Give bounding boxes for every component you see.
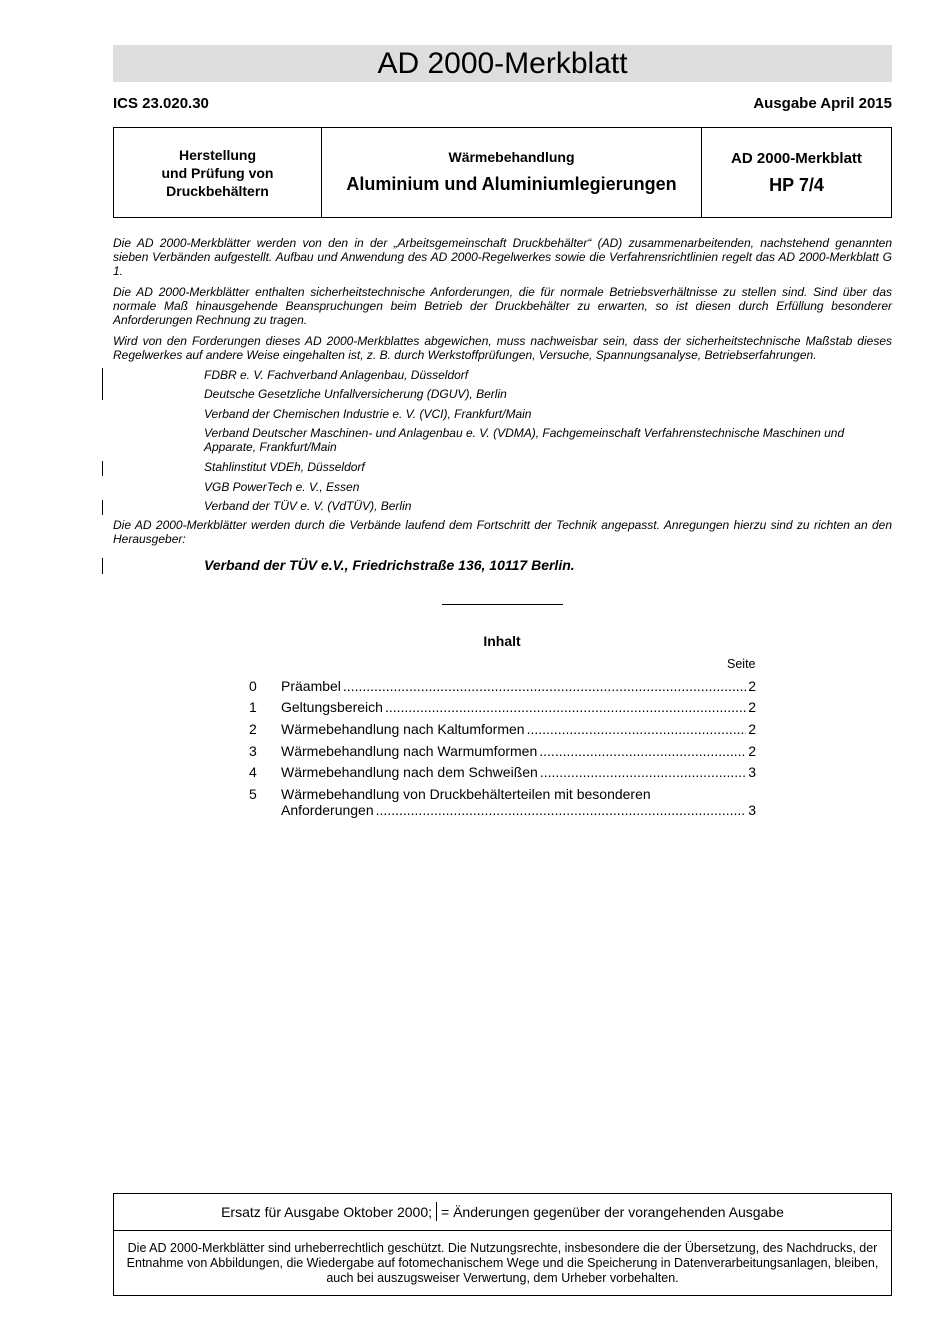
toc-number: 0 [249,678,257,694]
toc-label: Wärmebehandlung nach dem Schweißen [281,764,538,780]
footer-box [113,1193,892,1296]
toc-leader [540,764,746,780]
toc-label-line-2: Anforderungen [281,802,374,818]
category-line-1: Herstellung [178,146,256,163]
intro-paragraph-3: Wird von den Forderungen dieses AD 2000-Merkblattes abgewichen, muss nachweisbar sein, dass der sicherheitstechnische Maßstab dieses Regelwerkes auf andere Weise eingehalten ist, z. B. durch Werkstoffprüfungen, Versuche, Spannungsanalyse, Betriebserfahrungen. [113,334,892,362]
ics-code: ICS 23.020.30 [113,95,209,112]
toc-number: 1 [249,699,257,715]
edition-date: Ausgabe April 2015 [753,95,892,112]
toc-leader [385,699,746,715]
subject-title: Aluminium und Aluminiumlegierungen [346,174,677,194]
association-item: VGB PowerTech e. V., Essen [204,480,360,494]
toc-number: 5 [249,786,257,802]
toc-leader [527,721,747,737]
association-item: Stahlinstitut VDEh, Düsseldorf [204,460,365,474]
change-marker [102,368,103,400]
title-table [113,127,892,218]
toc-label: Wärmebehandlung nach Kaltumformen [281,721,525,737]
category-cell [114,128,322,217]
section-divider [442,604,563,605]
document-code: HP 7/4 [769,175,824,195]
toc-page-header: Seite [727,657,756,671]
publisher-address: Verband der TÜV e.V., Friedrichstraße 136, 10117 Berlin. [204,557,575,573]
change-marker [102,500,103,515]
change-marker [102,558,103,574]
association-item: Verband Deutscher Maschinen- und Anlagenbau e. V. (VDMA), Fachgemeinschaft Verfahrenstechnische Maschinen und Apparate, Frankfurt/Main [204,426,845,454]
toc-page: 3 [748,802,756,818]
topic-cell [322,128,702,217]
change-marker [102,461,103,476]
association-item: Deutsche Gesetzliche Unfallversicherung (DGUV), Berlin [204,387,507,401]
toc-leader [376,802,747,818]
toc-leader [343,678,746,694]
toc-label: Wärmebehandlung nach Warmumformen [281,743,538,759]
toc-number: 3 [249,743,257,759]
toc-page: 2 [748,678,756,694]
replacement-text: Ersatz für Ausgabe Oktober 2000; [221,1204,432,1220]
footer-replacement-note [114,1194,891,1231]
toc-page: 2 [748,721,756,737]
toc-leader [539,743,746,759]
toc-label-line-1: Wärmebehandlung von Druckbehälterteilen mit besonderen [281,786,651,802]
document-title: AD 2000-Merkblatt [113,45,892,82]
toc-page: 2 [748,743,756,759]
toc-page: 3 [748,764,756,780]
intro-paragraph-1: Die AD 2000-Merkblätter werden von den in der „Arbeitsgemeinschaft Druckbehälter“ (AD) zusammenarbeitenden, nachstehend genannten sieben Verbänden aufgestellt. Aufbau und Anwendung des AD 2000-Regelwerkes sowie die Verfahrensrichtlinien regelt das AD 2000-Merkblatt G 1. [113,236,892,278]
intro-paragraph-2: Die AD 2000-Merkblätter enthalten sicherheitstechnische Anforderungen, die für normale Betriebsverhältnisse zu stellen sind. Sind über das normale Maß hinausgehende Beanspruchungen beim Betrieb der Druckbehälter zu erwarten, so ist diesen durch Erfüllung besonderer Anforderungen Rechnung zu tragen. [113,285,892,327]
toc-number: 2 [249,721,257,737]
legend-text: = Änderungen gegenüber der vorangehenden Ausgabe [441,1204,784,1220]
series-label: AD 2000-Merkblatt [731,150,862,167]
toc-label: Geltungsbereich [281,699,383,715]
category-line-3: Druckbehältern [166,182,269,199]
association-item: FDBR e. V. Fachverband Anlagenbau, Düsseldorf [204,368,469,382]
change-marker-legend-icon [436,1202,437,1221]
toc-number: 4 [249,764,257,780]
toc-title: Inhalt [483,633,521,649]
toc-label: Präambel [281,678,341,694]
code-cell [702,128,891,217]
association-item: Verband der TÜV e. V. (VdTÜV), Berlin [204,499,412,513]
association-item: Verband der Chemischen Industrie e. V. (VCI), Frankfurt/Main [204,407,532,421]
category-line-2: und Prüfung von [161,164,274,181]
intro-paragraph-4: Die AD 2000-Merkblätter werden durch die Verbände laufend dem Fortschritt der Technik angepasst. Anregungen hierzu sind zu richten an den Herausgeber: [113,518,892,546]
toc-page: 2 [748,699,756,715]
copyright-notice: Die AD 2000-Merkblätter sind urheberrechtlich geschützt. Die Nutzungsrechte, insbesondere die der Übersetzung, des Nachdrucks, der Entnahme von Abbildungen, die Wiedergabe auf fotomechanischem Wege und die Speicherung in Datenverarbeitungsanlagen, bleiben, auch bei auszugsweiser Verwertung, dem Urheber vorbehalten. [126,1241,879,1285]
topic-label: Wärmebehandlung [448,149,575,165]
